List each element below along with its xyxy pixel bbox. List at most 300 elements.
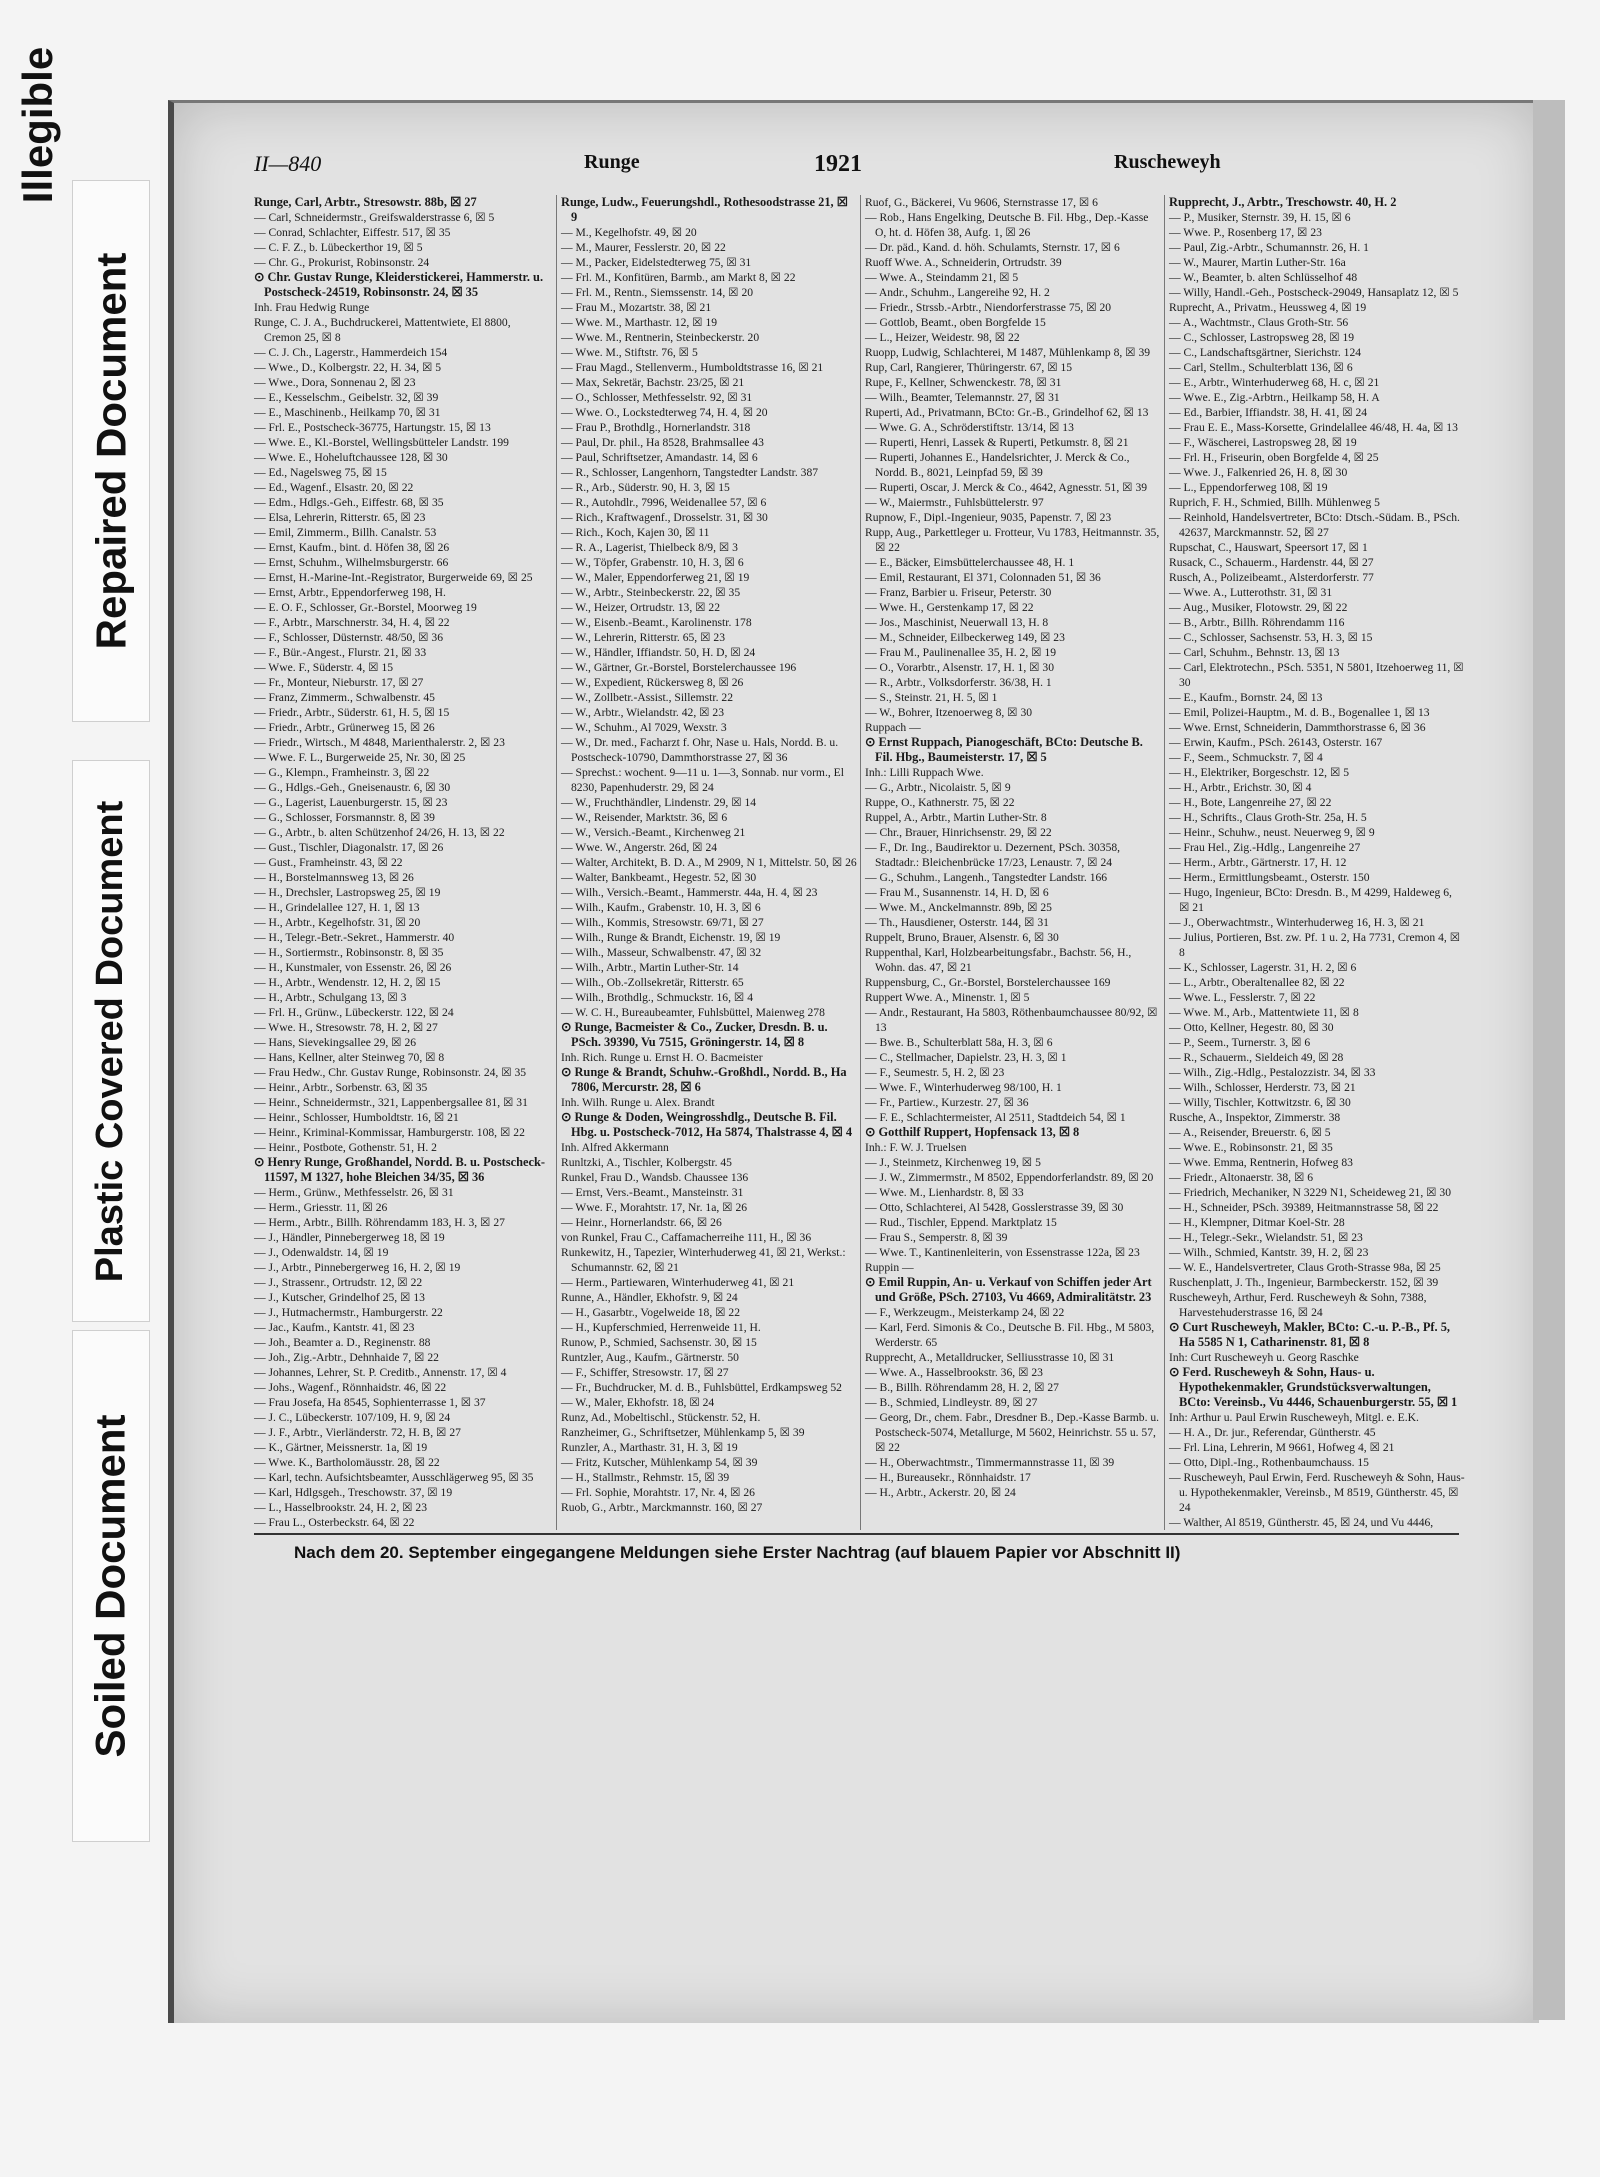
- directory-entry: — F., Seem., Schmuckstr. 7, ☒ 4: [1169, 751, 1323, 764]
- directory-entry: — Frau M., Paulinenallee 35, H. 2, ☒ 19: [865, 646, 1057, 659]
- directory-entry: Runkel, Frau D., Wandsb. Chaussee 136: [561, 1171, 749, 1184]
- directory-entry: — Aug., Musiker, Flotowstr. 29, ☒ 22: [1169, 601, 1348, 614]
- directory-entry: Runne, A., Händler, Ekhofstr. 9, ☒ 24: [561, 1291, 738, 1304]
- directory-entry: — Frau Magd., Stellenverm., Humboldtstrasse 16, ☒ 21: [561, 361, 824, 374]
- directory-entry: Rusack, C., Schauerm., Hardenstr. 44, ☒ 27: [1169, 556, 1374, 569]
- directory-entry: — Heinr., Schneidermstr., 321, Lappenbergsallee 81, ☒ 31: [254, 1096, 528, 1109]
- directory-entry: Ruppach —: [865, 721, 921, 734]
- directory-entry: — G., Arbtr., b. alten Schützenhof 24/26, H. 13, ☒ 22: [254, 826, 505, 839]
- directory-entry: Runge, Carl, Arbtr., Stresowstr. 88b, ☒ 27: [254, 195, 477, 209]
- directory-entry: — Herm., Ermittlungsbeamt., Osterstr. 150: [1169, 871, 1370, 884]
- directory-entry: — Wwe. L., Fesslerstr. 7, ☒ 22: [1169, 991, 1316, 1004]
- directory-entry: Runtzler, Aug., Kaufm., Gärtnerstr. 50: [561, 1351, 739, 1364]
- directory-entry: — R., Arbtr., Volksdorferstr. 36/38, H. 1: [865, 676, 1052, 689]
- directory-entry: Inh.: Lilli Ruppach Wwe.: [865, 766, 984, 779]
- directory-entry: — H., Kupferschmied, Herrenweide 11, H.: [561, 1321, 761, 1334]
- directory-entry: — Wwe. F., Süderstr. 4, ☒ 15: [254, 661, 394, 674]
- directory-entry: — Ernst, Kaufm., bint. d. Höfen 38, ☒ 26: [254, 541, 450, 554]
- directory-columns: [254, 195, 1465, 1530]
- directory-entry: — Wwe. F., Winterhuderweg 98/100, H. 1: [865, 1081, 1062, 1094]
- plastic-covered-document-label: Plastic Covered Document: [89, 800, 132, 1282]
- directory-entry: — E., Maschinenb., Heilkamp 70, ☒ 31: [254, 406, 441, 419]
- directory-entry: — Friedr., Arbtr., Grünerweg 15, ☒ 26: [254, 721, 435, 734]
- directory-entry: — Max, Sekretär, Bachstr. 23/25, ☒ 21: [561, 376, 745, 389]
- directory-entry: — Frl. H., Friseurin, oben Borgfelde 4, ☒ 25: [1169, 451, 1379, 464]
- directory-entry: — Hans, Kellner, alter Steinweg 70, ☒ 8: [254, 1051, 445, 1064]
- directory-entry: — Herm., Partiewaren, Winterhuderweg 41, ☒ 21: [561, 1276, 795, 1289]
- directory-entry: — Otto, Schlachterei, Al 5428, Gosslerstrasse 39, ☒ 30: [865, 1201, 1124, 1214]
- directory-entry: — Elsa, Lehrerin, Ritterstr. 65, ☒ 23: [254, 511, 426, 524]
- directory-entry: — Joh., Beamter a. D., Reginenstr. 88: [254, 1336, 431, 1349]
- directory-entry: — H., Schneider, PSch. 39389, Heitmannstrasse 58, ☒ 22: [1169, 1201, 1439, 1214]
- directory-entry: — Wwe. M., Marthastr. 12, ☒ 19: [561, 316, 718, 329]
- directory-entry: — J., Odenwaldstr. 14, ☒ 19: [254, 1246, 389, 1259]
- directory-entry: — W., Maler, Ekhofstr. 18, ☒ 24: [561, 1396, 715, 1409]
- directory-entry: — H., Arbtr., Ackerstr. 20, ☒ 24: [865, 1486, 1016, 1499]
- directory-entry: — L., Heizer, Weidestr. 98, ☒ 22: [865, 331, 1020, 344]
- directory-entry: — Friedr., Arbtr., Süderstr. 61, H. 5, ☒ 15: [254, 706, 450, 719]
- repaired-document-label: Repaired Document: [87, 252, 134, 650]
- directory-entry: — Wwe. H., Stresowstr. 78, H. 2, ☒ 27: [254, 1021, 438, 1034]
- next-page-edge: [1533, 100, 1565, 2020]
- directory-entry: Rupnow, F., Dipl.-Ingenieur, 9035, Papenstr. 7, ☒ 23: [865, 511, 1112, 524]
- directory-entry: — A., Wachtmstr., Claus Groth-Str. 56: [1169, 316, 1349, 329]
- directory-entry: Rupprecht, J., Arbtr., Treschowstr. 40, H. 2: [1169, 195, 1397, 209]
- directory-entry: — H., Elektriker, Borgeschstr. 12, ☒ 5: [1169, 766, 1350, 779]
- directory-entry: — F., Schiffer, Stresowstr. 17, ☒ 27: [561, 1366, 729, 1379]
- directory-entry: — W., Fruchthändler, Lindenstr. 29, ☒ 14: [561, 796, 757, 809]
- directory-entry: Inh.: F. W. J. Truelsen: [865, 1141, 967, 1154]
- directory-entry: — C., Schlosser, Sachsenstr. 53, H. 3, ☒ 15: [1169, 631, 1373, 644]
- directory-entry: — H., Stallmstr., Rehmstr. 15, ☒ 39: [561, 1471, 730, 1484]
- directory-entry: — Wwe. O., Lockstedterweg 74, H. 4, ☒ 20: [561, 406, 768, 419]
- directory-entry: — Erwin, Kaufm., PSch. 26143, Osterstr. 167: [1169, 736, 1383, 749]
- directory-entry: — Sprechst.: wochent. 9—11 u. 1—3, Sonnab. nur vorm., El 8230, Papenhuderstr. 29, ☒ 24: [561, 766, 844, 794]
- directory-entry: — Wilh., Beamter, Telemannstr. 27, ☒ 31: [865, 391, 1060, 404]
- directory-entry: — W., Maurer, Martin Luther-Str. 16a: [1169, 256, 1346, 269]
- directory-entry: Ranzheimer, G., Schriftsetzer, Mühlenkamp 5, ☒ 39: [561, 1426, 805, 1439]
- directory-entry: — Wilh., Schmied, Kantstr. 39, H. 2, ☒ 23: [1169, 1246, 1369, 1259]
- directory-entry: — Franz, Zimmerm., Schwalbenstr. 45: [254, 691, 435, 704]
- directory-entry: — J., Arbtr., Pinnebergerweg 16, H. 2, ☒ 19: [254, 1261, 461, 1274]
- header-name-from: Runge: [584, 151, 640, 173]
- directory-entry: — Frl. H., Grünw., Lübeckerstr. 122, ☒ 24: [254, 1006, 454, 1019]
- header-name-to: Ruscheweyh: [1114, 151, 1221, 173]
- directory-entry: — Gust., Framheinstr. 43, ☒ 22: [254, 856, 403, 869]
- directory-entry: — W., Eisenb.-Beamt., Karolinenstr. 178: [561, 616, 752, 629]
- directory-entry: — Andr., Schuhm., Langereihe 92, H. 2: [865, 286, 1050, 299]
- directory-entry: — Friedr., Altonaerstr. 38, ☒ 6: [1169, 1171, 1314, 1184]
- footer-rule: [254, 1533, 1459, 1535]
- directory-entry: — Walther, Al 8519, Güntherstr. 45, ☒ 24, und Vu 4446,: [1169, 1516, 1434, 1529]
- directory-entry: — Wwe. F. L., Burgerweide 25, Nr. 30, ☒ 25: [254, 751, 466, 764]
- directory-entry: — Andr., Restaurant, Ha 5803, Röthenbaumchaussee 80/92, ☒ 13: [865, 1006, 1158, 1034]
- directory-entry: — Wwe. F., Morahtstr. 17, Nr. 1a, ☒ 26: [561, 1201, 748, 1214]
- directory-entry: — Ed., Barbier, Iffiandstr. 38, H. 41, ☒ 24: [1169, 406, 1368, 419]
- directory-entry: — Dr. päd., Kand. d. höh. Schulamts, Sternstr. 17, ☒ 6: [865, 241, 1120, 254]
- directory-column-2: [556, 195, 857, 1530]
- directory-entry: — Gottlob, Beamt., oben Borgfelde 15: [865, 316, 1046, 329]
- directory-entry: — Johannes, Lehrer, St. P. Creditb., Annenstr. 17, ☒ 4: [254, 1366, 507, 1379]
- directory-entry: ⊙ Runge, Bacmeister & Co., Zucker, Dresdn. B. u. PSch. 39390, Vu 7515, Gröningerstr. 14, ☒ 8: [561, 1020, 828, 1049]
- plastic-covered-document-tab: [72, 760, 150, 1322]
- directory-entry: — F., Arbtr., Marschnerstr. 34, H. 4, ☒ 22: [254, 616, 450, 629]
- directory-entry: — Wilh., Ob.-Zollsekretär, Ritterstr. 65: [561, 976, 744, 989]
- directory-entry: Rupe, F., Kellner, Schwenckestr. 78, ☒ 31: [865, 376, 1062, 389]
- directory-entry: Inh: Curt Ruscheweyh u. Georg Raschke: [1169, 1351, 1359, 1364]
- directory-entry: — M., Packer, Eidelstedterweg 75, ☒ 31: [561, 256, 752, 269]
- directory-entry: — C. J. Ch., Lagerstr., Hammerdeich 154: [254, 346, 448, 359]
- directory-entry: Ruscheweyh, Arthur, Ferd. Ruscheweyh & Sohn, 7388, Harvestehuderstrasse 16, ☒ 24: [1169, 1291, 1427, 1319]
- directory-entry: — Wilh., Zig.-Hdlg., Pestalozzistr. 34, ☒ 33: [1169, 1066, 1376, 1079]
- directory-entry: ⊙ Ferd. Ruscheweyh & Sohn, Haus- u. Hypothekenmakler, Grundstücksverwaltungen, BCto: Vereinsb., Vu 4446, Schauenburgerstr. 55, ☒ 1: [1169, 1365, 1458, 1409]
- directory-entry: — Fritz, Kutscher, Mühlenkamp 54, ☒ 39: [561, 1456, 758, 1469]
- soiled-document-label: Soiled Document: [87, 1414, 135, 1758]
- directory-entry: — Frau Hel., Zig.-Hdlg., Langenreihe 27: [1169, 841, 1361, 854]
- directory-entry: — M., Schneider, Eilbeckerweg 149, ☒ 23: [865, 631, 1065, 644]
- directory-entry: — Wwe. T., Kantinenleiterin, von Essenstrasse 122a, ☒ 23: [865, 1246, 1140, 1259]
- directory-entry: — Chr. G., Prokurist, Robinsonstr. 24: [254, 256, 430, 269]
- directory-entry: — Wwe. J., Falkenried 26, H. 8, ☒ 30: [1169, 466, 1348, 479]
- directory-entry: — W., Händler, Iffiandstr. 50, H. D, ☒ 24: [561, 646, 756, 659]
- directory-entry: — Conrad, Schlachter, Eiffestr. 517, ☒ 35: [254, 226, 451, 239]
- directory-entry: Runge, C. J. A., Buchdruckerei, Mattentwiete, El 8800, Cremon 25, ☒ 8: [254, 316, 511, 344]
- directory-entry: — W., Bohrer, Itzenoerweg 8, ☒ 30: [865, 706, 1033, 719]
- directory-entry: — Carl, Schuhm., Behnstr. 13, ☒ 13: [1169, 646, 1340, 659]
- footer-note: Nach dem 20. September eingegangene Meldungen siehe Erster Nachtrag (auf blauem Papier vor Abschnitt II): [294, 1543, 1181, 1562]
- repaired-document-tab: [72, 180, 150, 722]
- directory-entry: Rusche, A., Inspektor, Zimmerstr. 38: [1169, 1111, 1341, 1124]
- directory-entry: — Frau E. E., Mass-Korsette, Grindelallee 46/48, H. 4a, ☒ 13: [1169, 421, 1458, 434]
- directory-entry: — Frl. Sophie, Morahtstr. 17, Nr. 4, ☒ 26: [561, 1486, 755, 1499]
- directory-entry: — Herm., Arbtr., Billh. Röhrendamm 183, H. 3, ☒ 27: [254, 1216, 505, 1229]
- directory-entry: — L., Hasselbrookstr. 24, H. 2, ☒ 23: [254, 1501, 428, 1514]
- directory-entry: — R., Schlosser, Langenhorn, Tangstedter Landstr. 387: [561, 466, 819, 479]
- directory-entry: — H., Bureausekr., Rönnhaidstr. 17: [865, 1471, 1031, 1484]
- directory-entry: — Frau Hedw., Chr. Gustav Runge, Robinsonstr. 24, ☒ 35: [254, 1066, 527, 1079]
- directory-entry: — Wilh., Arbtr., Martin Luther-Str. 14: [561, 961, 739, 974]
- directory-entry: — Fr., Buchdrucker, M. d. B., Fuhlsbüttel, Erdkampsweg 52: [561, 1381, 842, 1394]
- directory-entry: ⊙ Emil Ruppin, An- u. Verkauf von Schiffen jeder Art und Größe, PSch. 27103, Vu 4669, Admiralitätstr. 23: [865, 1275, 1152, 1304]
- directory-entry: — Karl, Hdlgsgeh., Treschowstr. 37, ☒ 19: [254, 1486, 453, 1499]
- directory-entry: — H., Telegr.-Sekr., Wielandstr. 51, ☒ 23: [1169, 1231, 1363, 1244]
- directory-entry: — R. A., Lagerist, Thielbeck 8/9, ☒ 3: [561, 541, 738, 554]
- directory-entry: Ruof, G., Bäckerei, Vu 9606, Sternstrasse 17, ☒ 6: [865, 196, 1098, 209]
- directory-entry: — M., Maurer, Fesslerstr. 20, ☒ 22: [561, 241, 726, 254]
- directory-entry: ⊙ Ernst Ruppach, Pianogeschäft, BCto: Deutsche B. Fil. Hbg., Baumeisterstr. 17, ☒ 5: [865, 735, 1143, 764]
- directory-entry: — Ruscheweyh, Paul Erwin, Ferd. Ruscheweyh & Sohn, Haus- u. Hypothekenmakler, Vereinsb., M 8519, Güntherstr. 45, ☒ 24: [1169, 1471, 1465, 1514]
- directory-entry: — Wwe. E., Hoheluftchaussee 128, ☒ 30: [254, 451, 448, 464]
- page-number: II—840: [254, 151, 322, 176]
- directory-entry: — Heinr., Kriminal-Kommissar, Hamburgerstr. 108, ☒ 22: [254, 1126, 525, 1139]
- directory-entry: — F., Dr. Ing., Baudirektor u. Dezernent, PSch. 30358, Stadtadr.: Bleichenbrücke 17/23, Lenaustr. 7, ☒ 24: [865, 841, 1121, 869]
- directory-entry: — Bwe. B., Schulterblatt 58a, H. 3, ☒ 6: [865, 1036, 1053, 1049]
- directory-entry: — Otto, Kellner, Hegestr. 80, ☒ 30: [1169, 1021, 1334, 1034]
- directory-entry: — Wwe. Emma, Rentnerin, Hofweg 83: [1169, 1156, 1353, 1169]
- directory-entry: — C. F. Z., b. Lübeckerthor 19, ☒ 5: [254, 241, 423, 254]
- directory-entry: ⊙ Curt Ruscheweyh, Makler, BCto: C.-u. P.-B., Pf. 5, Ha 5585 N 1, Catharinenstr. 81, ☒ 8: [1169, 1320, 1451, 1349]
- directory-entry: — Heinr., Postbote, Gothenstr. 51, H. 2: [254, 1141, 437, 1154]
- directory-entry: — H., Arbtr., Erichstr. 30, ☒ 4: [1169, 781, 1312, 794]
- directory-entry: — L., Arbtr., Oberaltenallee 82, ☒ 22: [1169, 976, 1345, 989]
- directory-entry: — E. O. F., Schlosser, Gr.-Borstel, Moorweg 19: [254, 601, 477, 614]
- directory-entry: — R., Autohdlr., 7996, Weidenallee 57, ☒ 6: [561, 496, 767, 509]
- directory-entry: — J., Steinmetz, Kirchenweg 19, ☒ 5: [865, 1156, 1041, 1169]
- directory-entry: — Fr., Partiew., Kurzestr. 27, ☒ 36: [865, 1096, 1029, 1109]
- directory-entry: — Joh., Zig.-Arbtr., Dehnhaide 7, ☒ 22: [254, 1351, 439, 1364]
- directory-entry: Rupschat, C., Hauswart, Speersort 17, ☒ 1: [1169, 541, 1368, 554]
- directory-entry: — F., Wäscherei, Lastropsweg 28, ☒ 19: [1169, 436, 1357, 449]
- directory-entry: — Paul, Zig.-Arbtr., Schumannstr. 26, H. 1: [1169, 241, 1369, 254]
- directory-entry: — Wwe. H., Gerstenkamp 17, ☒ 22: [865, 601, 1034, 614]
- directory-entry: — J., Kutscher, Grindelhof 25, ☒ 13: [254, 1291, 425, 1304]
- directory-entry: — G., Klempn., Framheinstr. 3, ☒ 22: [254, 766, 430, 779]
- directory-entry: — J., Händler, Pinnebergerweg 18, ☒ 19: [254, 1231, 445, 1244]
- directory-entry: — Heinr., Hornerlandstr. 66, ☒ 26: [561, 1216, 722, 1229]
- directory-entry: — P., Seem., Turnerstr. 3, ☒ 6: [1169, 1036, 1311, 1049]
- directory-entry: — C., Schlosser, Lastropsweg 28, ☒ 19: [1169, 331, 1355, 344]
- directory-entry: — Wwe. P., Rosenberg 17, ☒ 23: [1169, 226, 1322, 239]
- directory-entry: — Wilh., Kaufm., Grabenstr. 10, H. 3, ☒ 6: [561, 901, 761, 914]
- directory-entry: — Carl, Schneidermstr., Greifswalderstrasse 6, ☒ 5: [254, 211, 495, 224]
- directory-entry: — H., Oberwachtmstr., Timmermannstrasse 11, ☒ 39: [865, 1456, 1115, 1469]
- directory-entry: — Wilh., Masseur, Schwalbenstr. 47, ☒ 32: [561, 946, 762, 959]
- directory-entry: — G., Schlosser, Forsmannstr. 8, ☒ 39: [254, 811, 435, 824]
- directory-entry: — J., Oberwachtmstr., Winterhuderweg 16, H. 3, ☒ 21: [1169, 916, 1425, 929]
- directory-entry: — Jos., Maschinist, Neuerwall 13, H. 8: [865, 616, 1049, 629]
- directory-entry: — Herm., Grünw., Methfesselstr. 26, ☒ 31: [254, 1186, 454, 1199]
- directory-entry: — G., Hdlgs.-Geh., Gneisenaustr. 6, ☒ 30: [254, 781, 451, 794]
- directory-entry: — Wwe. M., Rentnerin, Steinbeckerstr. 20: [561, 331, 760, 344]
- directory-entry: — S., Steinstr. 21, H. 5, ☒ 1: [865, 691, 998, 704]
- directory-entry: — Ruperti, Oscar, J. Merck & Co., 4642, Agnesstr. 51, ☒ 39: [865, 481, 1148, 494]
- directory-entry: — J., Hutmachermstr., Hamburgerstr. 22: [254, 1306, 443, 1319]
- directory-entry: Inh. Wilh. Runge u. Alex. Brandt: [561, 1096, 715, 1109]
- directory-entry: — Rob., Hans Engelking, Deutsche B. Fil. Hbg., Dep.-Kasse O, ht. d. Höfen 38, Aufg. 1, ☒ 26: [865, 211, 1149, 239]
- directory-entry: — Wilh., Schlosser, Herderstr. 73, ☒ 21: [1169, 1081, 1356, 1094]
- directory-entry: — Paul, Dr. phil., Ha 8528, Brahmsallee 43: [561, 436, 764, 449]
- directory-entry: — Wwe. A., Steindamm 21, ☒ 5: [865, 271, 1019, 284]
- directory-entry: — H., Arbtr., Kegelhofstr. 31, ☒ 20: [254, 916, 421, 929]
- directory-entry: — Hans, Sievekingsallee 29, ☒ 26: [254, 1036, 417, 1049]
- directory-entry: — H., Schrifts., Claus Groth-Str. 25a, H. 5: [1169, 811, 1367, 824]
- directory-entry: — Frl. E., Postscheck-36775, Hartungstr. 15, ☒ 13: [254, 421, 491, 434]
- directory-entry: — B., Billh. Röhrendamm 28, H. 2, ☒ 27: [865, 1381, 1059, 1394]
- directory-entry: — O., Schlosser, Methfesselstr. 92, ☒ 31: [561, 391, 753, 404]
- directory-column-3: [860, 195, 1161, 1530]
- directory-entry: — Ernst, Arbtr., Eppendorferweg 198, H.: [254, 586, 446, 599]
- directory-entry: — Karl, Ferd. Simonis & Co., Deutsche B. Fil. Hbg., M 5803, Werderstr. 65: [865, 1321, 1155, 1349]
- directory-entry: — Wilh., Runge & Brandt, Eichenstr. 19, ☒ 19: [561, 931, 781, 944]
- illegible-tab: [0, 0, 76, 250]
- directory-entry: — Frau P., Brothdlg., Hornerlandstr. 318: [561, 421, 751, 434]
- directory-entry: — H., Kunstmaler, von Essenstr. 26, ☒ 26: [254, 961, 452, 974]
- directory-entry: Ruoff Wwe. A., Schneiderin, Ortrudstr. 39: [865, 256, 1062, 269]
- directory-entry: — W., Gärtner, Gr.-Borstel, Borstelerchaussee 196: [561, 661, 797, 674]
- directory-entry: — Emil, Restaurant, El 371, Colonnaden 51, ☒ 36: [865, 571, 1101, 584]
- directory-entry: — Chr., Brauer, Hinrichsenstr. 29, ☒ 22: [865, 826, 1052, 839]
- directory-entry: — Franz, Barbier u. Friseur, Peterstr. 30: [865, 586, 1052, 599]
- directory-entry: — H. A., Dr. jur., Referendar, Güntherstr. 45: [1169, 1426, 1376, 1439]
- directory-entry: — Heinr., Arbtr., Sorbenstr. 63, ☒ 35: [254, 1081, 428, 1094]
- directory-entry: — Frau M., Susannenstr. 14, H. D, ☒ 6: [865, 886, 1049, 899]
- directory-entry: — Wwe. E., Kl.-Borstel, Wellingsbütteler Landstr. 199: [254, 436, 509, 449]
- directory-entry: — W., Töpfer, Grabenstr. 10, H. 3, ☒ 6: [561, 556, 744, 569]
- directory-entry: Ruperti, Ad., Privatmann, BCto: Gr.-B., Grindelhof 62, ☒ 13: [865, 406, 1149, 419]
- directory-entry: Rupp, Aug., Parkettleger u. Frotteur, Vu 1783, Heitmannstr. 35, ☒ 22: [865, 526, 1160, 554]
- directory-entry: — P., Musiker, Sternstr. 39, H. 15, ☒ 6: [1169, 211, 1351, 224]
- directory-column-1: [254, 195, 550, 1530]
- directory-entry: Inh. Frau Hedwig Runge: [254, 301, 370, 314]
- directory-entry: Runz, Ad., Mobeltischl., Stückenstr. 52, H.: [561, 1411, 761, 1424]
- directory-entry: — W. C. H., Bureaubeamter, Fuhlsbüttel, Maienweg 278: [561, 1006, 825, 1019]
- directory-entry: — J., Strassenr., Ortrudstr. 12, ☒ 22: [254, 1276, 423, 1289]
- directory-entry: — A., Reisender, Breuerstr. 6, ☒ 5: [1169, 1126, 1331, 1139]
- directory-entry: — Johs., Wagenf., Rönnhaidstr. 46, ☒ 22: [254, 1381, 447, 1394]
- directory-entry: — R., Schauerm., Sieldeich 49, ☒ 28: [1169, 1051, 1344, 1064]
- directory-entry: — Wwe. E., Zig.-Arbtrn., Heilkamp 58, H. A: [1169, 391, 1380, 404]
- directory-entry: — Rich., Koch, Kajen 30, ☒ 11: [561, 526, 710, 539]
- directory-entry: — Ernst, Schuhm., Wilhelmsburgerstr. 66: [254, 556, 449, 569]
- directory-entry: ⊙ Runge & Doden, Weingrosshdlg., Deutsche B. Fil. Hbg. u. Postscheck-7012, Ha 5874, Thalstrasse 4, ☒ 4: [561, 1110, 853, 1139]
- directory-entry: Runzler, A., Marthastr. 31, H. 3, ☒ 19: [561, 1441, 738, 1454]
- directory-entry: Ruopp, Ludwig, Schlachterei, M 1487, Mühlenkamp 8, ☒ 39: [865, 346, 1151, 359]
- directory-entry: — Th., Hausdiener, Osterstr. 144, ☒ 31: [865, 916, 1049, 929]
- directory-entry: Ruprecht, A., Privatm., Heussweg 4, ☒ 19: [1169, 301, 1367, 314]
- directory-entry: — W., Maler, Eppendorferweg 21, ☒ 19: [561, 571, 750, 584]
- directory-entry: — R., Arb., Süderstr. 90, H. 3, ☒ 15: [561, 481, 730, 494]
- directory-entry: — Willy, Handl.-Geh., Postscheck-29049, Hansaplatz 12, ☒ 5: [1169, 286, 1459, 299]
- directory-entry: — Wwe., Dora, Sonnenau 2, ☒ 23: [254, 376, 416, 389]
- directory-entry: — Ed., Wagenf., Elsastr. 20, ☒ 22: [254, 481, 414, 494]
- directory-entry: — Jac., Kaufm., Kantstr. 41, ☒ 23: [254, 1321, 415, 1334]
- directory-entry: Ruppenthal, Karl, Holzbearbeitungsfabr., Bachstr. 56, H., Wohn. das. 47, ☒ 21: [865, 946, 1132, 974]
- directory-entry: — Wwe. A., Hasselbrookstr. 36, ☒ 23: [865, 1366, 1043, 1379]
- directory-entry: — W., Expedient, Rückersweg 8, ☒ 26: [561, 676, 744, 689]
- directory-entry: — Ernst, H.-Marine-Int.-Registrator, Burgerweide 69, ☒ 25: [254, 571, 533, 584]
- directory-entry: Inh: Arthur u. Paul Erwin Ruscheweyh, Mitgl. e. E.K.: [1169, 1411, 1419, 1424]
- directory-entry: — B., Schmied, Lindleystr. 89, ☒ 27: [865, 1396, 1038, 1409]
- directory-entry: — H., Drechsler, Lastropsweg 25, ☒ 19: [254, 886, 441, 899]
- directory-entry: Ruppelt, Bruno, Brauer, Alsenstr. 6, ☒ 30: [865, 931, 1059, 944]
- directory-entry: — W., Arbtr., Steinbeckerstr. 22, ☒ 35: [561, 586, 741, 599]
- directory-entry: — Wwe., D., Kolbergstr. 22, H. 34, ☒ 5: [254, 361, 442, 374]
- directory-entry: — Frl. M., Rentn., Siemssenstr. 14, ☒ 20: [561, 286, 754, 299]
- directory-entry: Runkewitz, H., Tapezier, Winterhuderweg 41, ☒ 21, Werkst.: Schumannstr. 62, ☒ 21: [561, 1246, 846, 1274]
- directory-entry: — Ernst, Vers.-Beamt., Mansteinstr. 31: [561, 1186, 744, 1199]
- directory-entry: — C., Landschaftsgärtner, Sierichstr. 124: [1169, 346, 1362, 359]
- directory-entry: — Walter, Architekt, B. D. A., M 2909, N 1, Mittelstr. 50, ☒ 26: [561, 856, 857, 869]
- directory-entry: — J. F., Arbtr., Vierländerstr. 72, H. B, ☒ 27: [254, 1426, 461, 1439]
- directory-entry: — H., Telegr.-Betr.-Sekret., Hammerstr. 40: [254, 931, 455, 944]
- directory-entry: — K., Schlosser, Lagerstr. 31, H. 2, ☒ 6: [1169, 961, 1357, 974]
- directory-entry: Ruppensburg, C., Gr.-Borstel, Borstelerchaussee 169: [865, 976, 1111, 989]
- directory-entry: — E., Arbtr., Winterhuderweg 68, H. c, ☒ 21: [1169, 376, 1380, 389]
- directory-entry: — Wwe. M., Arb., Mattentwiete 11, ☒ 8: [1169, 1006, 1359, 1019]
- directory-entry: Rup, Carl, Rangierer, Thüringerstr. 67, ☒ 15: [865, 361, 1073, 374]
- directory-entry: — Wwe. K., Bartholomäusstr. 28, ☒ 22: [254, 1456, 440, 1469]
- directory-entry: — Rich., Kraftwagenf., Drosselstr. 31, ☒ 30: [561, 511, 768, 524]
- directory-entry: Ruppel, A., Arbtr., Martin Luther-Str. 8: [865, 811, 1047, 824]
- directory-entry: — Wilh., Brothdlg., Schmuckstr. 16, ☒ 4: [561, 991, 753, 1004]
- directory-entry: — Heinr., Schuhw., neust. Neuerweg 9, ☒ 9: [1169, 826, 1375, 839]
- directory-entry: — W., Beamter, b. alten Schlüsselhof 48: [1169, 271, 1358, 284]
- directory-entry: — J. C., Lübeckerstr. 107/109, H. 9, ☒ 24: [254, 1411, 451, 1424]
- directory-entry: — E., Bäcker, Eimsbüttelerchaussee 48, H. 1: [865, 556, 1075, 569]
- directory-entry: — Ruperti, Johannes E., Handelsrichter, J. Merck & Co., Nordd. B., 8021, Leinpfad 59, ☒ 39: [865, 451, 1130, 479]
- directory-entry: — Frau Josefa, Ha 8545, Sophienterrasse 1, ☒ 37: [254, 1396, 486, 1409]
- directory-entry: Runltzki, A., Tischler, Kolbergstr. 45: [561, 1156, 732, 1169]
- directory-entry: ⊙ Henry Runge, Großhandel, Nordd. B. u. Postscheck-11597, M 1327, hohe Bleichen 34/35, ☒ 36: [254, 1155, 546, 1184]
- directory-entry: Ruppert Wwe. A., Minenstr. 1, ☒ 5: [865, 991, 1030, 1004]
- directory-entry: — G., Lagerist, Lauenburgerstr. 15, ☒ 23: [254, 796, 448, 809]
- directory-entry: — Karl, techn. Aufsichtsbeamter, Ausschlägerweg 95, ☒ 35: [254, 1471, 534, 1484]
- header-year: 1921: [814, 151, 862, 177]
- directory-entry: — Wwe. A., Lutterothstr. 31, ☒ 31: [1169, 586, 1333, 599]
- directory-entry: — Frl. M., Konfitüren, Barmb., am Markt 8, ☒ 22: [561, 271, 796, 284]
- directory-entry: — Heinr., Schlosser, Humboldtstr. 16, ☒ 21: [254, 1111, 459, 1124]
- directory-entry: ⊙ Runge & Brandt, Schuhw.-Großhdl., Nordd. B., Ha 7806, Mercurstr. 28, ☒ 6: [561, 1065, 847, 1094]
- directory-entry: — L., Eppendorferweg 108, ☒ 19: [1169, 481, 1328, 494]
- directory-entry: Inh. Rich. Runge u. Ernst H. O. Bacmeister: [561, 1051, 763, 1064]
- directory-entry: — W., Schuhm., Al 7029, Wexstr. 3: [561, 721, 727, 734]
- directory-entry: — Wwe. E., Robinsonstr. 21, ☒ 35: [1169, 1141, 1333, 1154]
- directory-entry: Ruppe, O., Kathnerstr. 75, ☒ 22: [865, 796, 1015, 809]
- directory-entry: — H., Sortiermstr., Robinsonstr. 8, ☒ 35: [254, 946, 444, 959]
- directory-entry: — Carl, Stellm., Schulterblatt 136, ☒ 6: [1169, 361, 1353, 374]
- directory-entry: — Paul, Schriftsetzer, Amandastr. 14, ☒ 6: [561, 451, 758, 464]
- directory-entry: — G., Schuhm., Langenh., Tangstedter Landstr. 166: [865, 871, 1108, 884]
- directory-entry: — Gust., Tischler, Diagonalstr. 17, ☒ 26: [254, 841, 444, 854]
- directory-entry: — Wilh., Kommis, Stresowstr. 69/71, ☒ 27: [561, 916, 764, 929]
- directory-entry: — O., Vorarbtr., Alsenstr. 17, H. 1, ☒ 30: [865, 661, 1055, 674]
- directory-entry: — Wwe. M., Stiftstr. 76, ☒ 5: [561, 346, 698, 359]
- directory-entry: Runow, P., Schmied, Sachsenstr. 30, ☒ 15: [561, 1336, 757, 1349]
- directory-entry: — F., Seumestr. 5, H. 2, ☒ 23: [865, 1066, 1005, 1079]
- directory-entry: — Herm., Arbtr., Gärtnerstr. 17, H. 12: [1169, 856, 1347, 869]
- directory-entry: — F., Bür.-Angest., Flurstr. 21, ☒ 33: [254, 646, 427, 659]
- directory-entry: Inh. Alfred Akkermann: [561, 1141, 669, 1154]
- directory-entry: — Georg, Dr., chem. Fabr., Dresdner B., Dep.-Kasse Barmb. u. Postscheck-5074, Metallurge, M 5602, Heinrichstr. 55 u. 57, ☒ 22: [865, 1411, 1160, 1454]
- illegible-label: Illegible: [14, 46, 61, 204]
- directory-entry: — Wilh., Versich.-Beamt., Hammerstr. 44a, H. 4, ☒ 23: [561, 886, 818, 899]
- page-header: [254, 151, 1454, 183]
- directory-entry: — Hugo, Ingenieur, BCto: Dresdn. B., M 4299, Haldeweg 6, ☒ 21: [1169, 886, 1452, 914]
- directory-entry: — Friedr., Wirtsch., M 4848, Marienthalerstr. 2, ☒ 23: [254, 736, 505, 749]
- directory-entry: — K., Gärtner, Meissnerstr. 1a, ☒ 19: [254, 1441, 428, 1454]
- directory-entry: — Frau M., Mozartstr. 38, ☒ 21: [561, 301, 712, 314]
- side-tabs: [0, 0, 150, 2177]
- directory-entry: von Runkel, Frau C., Caffamacherreihe 111, H., ☒ 36: [561, 1231, 812, 1244]
- directory-entry: Ruob, G., Arbtr., Marckmannstr. 160, ☒ 27: [561, 1501, 763, 1514]
- directory-entry: — Emil, Zimmerm., Billh. Canalstr. 53: [254, 526, 437, 539]
- directory-entry: — B., Arbtr., Billh. Röhrendamm 116: [1169, 616, 1345, 629]
- directory-entry: — Reinhold, Handelsvertreter, BCto: Dtsch.-Südam. B., PSch. 42637, Marckmannstr. 52, ☒ 27: [1169, 511, 1460, 539]
- directory-entry: — Emil, Polizei-Hauptm., M. d. B., Bogenallee 1, ☒ 13: [1169, 706, 1430, 719]
- directory-entry: — H., Klempner, Ditmar Koel-Str. 28: [1169, 1216, 1345, 1229]
- directory-entry: — Wwe. M., Anckelmannstr. 89b, ☒ 25: [865, 901, 1052, 914]
- directory-entry: — Ed., Nagelsweg 75, ☒ 15: [254, 466, 387, 479]
- directory-entry: Rusch, A., Polizeibeamt., Alsterdorferstr. 77: [1169, 571, 1374, 584]
- directory-entry: — H., Bote, Langenreihe 27, ☒ 22: [1169, 796, 1332, 809]
- directory-entry: — Wwe. Ernst, Schneiderin, Dammthorstrasse 6, ☒ 36: [1169, 721, 1426, 734]
- directory-entry: — Frau S., Semperstr. 8, ☒ 39: [865, 1231, 1008, 1244]
- directory-entry: — E., Kesselschm., Geibelstr. 32, ☒ 39: [254, 391, 439, 404]
- directory-entry: — Friedrich, Mechaniker, N 3229 N1, Scheideweg 21, ☒ 30: [1169, 1186, 1451, 1199]
- directory-entry: — Wwe. W., Angerstr. 26d, ☒ 24: [561, 841, 718, 854]
- directory-entry: — W., Versich.-Beamt., Kirchenweg 21: [561, 826, 746, 839]
- directory-entry: — Walter, Bankbeamt., Hegestr. 52, ☒ 30: [561, 871, 757, 884]
